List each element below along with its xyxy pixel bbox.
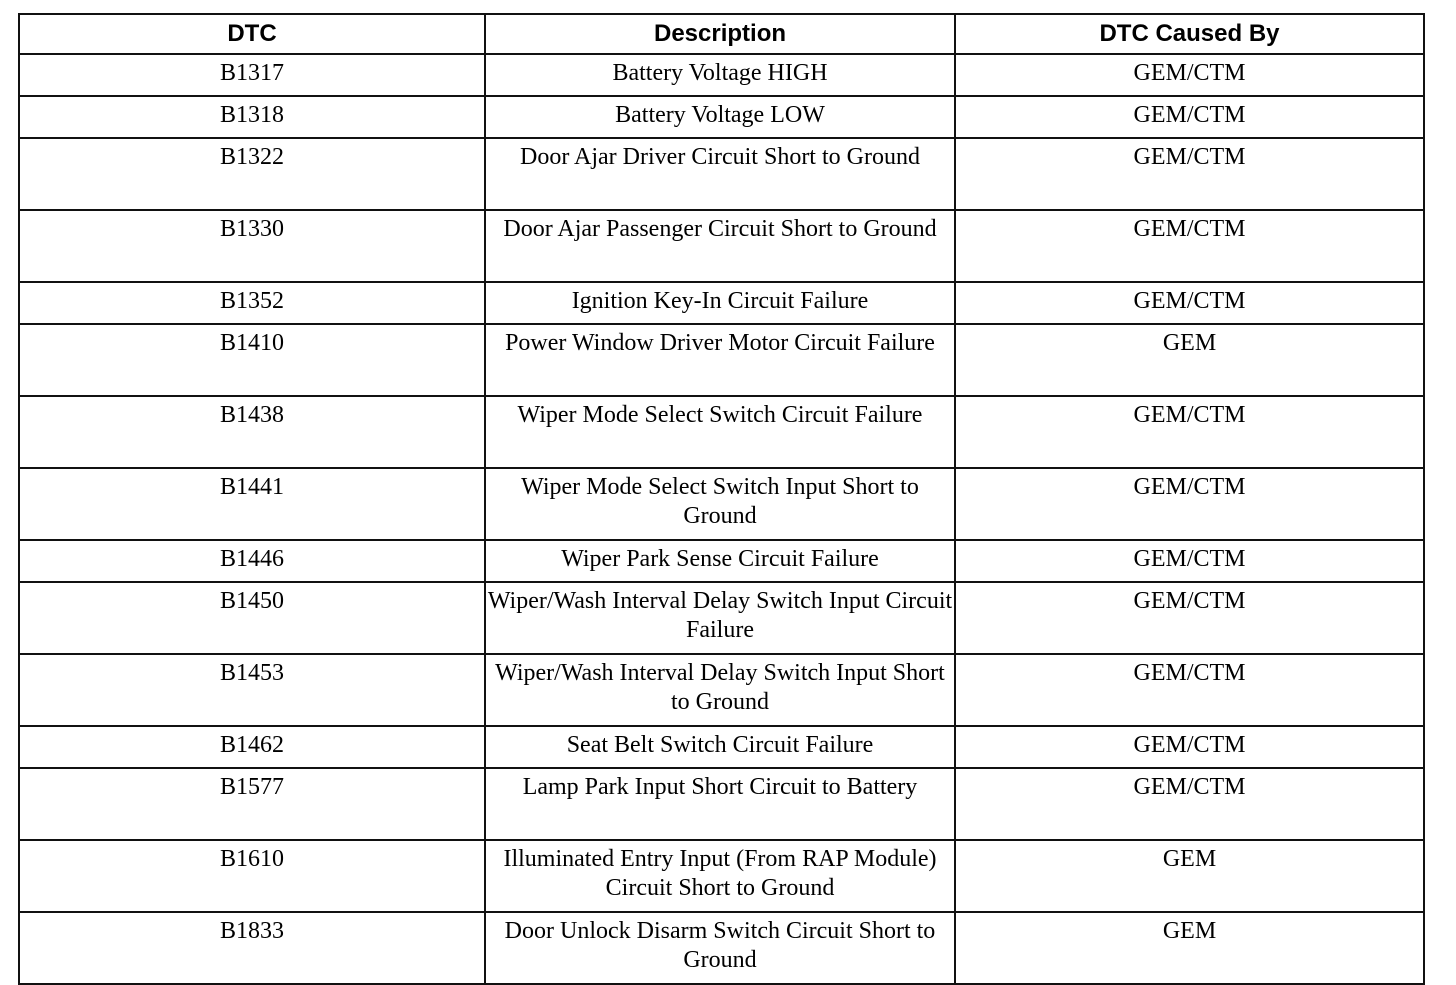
table-row	[19, 96, 1424, 138]
table-row	[19, 396, 1424, 468]
dtc-description: Battery Voltage HIGH	[485, 54, 955, 96]
dtc-caused-by: GEM/CTM	[955, 654, 1424, 726]
dtc-caused-by: GEM/CTM	[955, 138, 1424, 210]
table-row	[19, 210, 1424, 282]
dtc-caused-by: GEM/CTM	[955, 396, 1424, 468]
dtc-code: B1577	[19, 768, 485, 840]
table-row	[19, 468, 1424, 540]
dtc-description: Door Unlock Disarm Switch Circuit Short to Ground	[485, 912, 955, 984]
dtc-code: B1446	[19, 540, 485, 582]
dtc-caused-by: GEM/CTM	[955, 468, 1424, 540]
dtc-description: Wiper Mode Select Switch Input Short to Ground	[485, 468, 955, 540]
table-row	[19, 654, 1424, 726]
dtc-caused-by: GEM/CTM	[955, 282, 1424, 324]
dtc-description: Wiper Mode Select Switch Circuit Failure	[485, 396, 955, 468]
header-dtc: DTC	[19, 14, 485, 54]
dtc-caused-by: GEM/CTM	[955, 96, 1424, 138]
header-description: Description	[485, 14, 955, 54]
dtc-code: B1410	[19, 324, 485, 396]
table-row	[19, 138, 1424, 210]
table-row	[19, 582, 1424, 654]
table-row	[19, 840, 1424, 912]
dtc-description: Seat Belt Switch Circuit Failure	[485, 726, 955, 768]
dtc-code: B1441	[19, 468, 485, 540]
dtc-code: B1352	[19, 282, 485, 324]
dtc-description: Door Ajar Passenger Circuit Short to Ground	[485, 210, 955, 282]
dtc-description: Lamp Park Input Short Circuit to Battery	[485, 768, 955, 840]
dtc-description: Power Window Driver Motor Circuit Failure	[485, 324, 955, 396]
table-row	[19, 726, 1424, 768]
dtc-caused-by: GEM	[955, 840, 1424, 912]
dtc-code: B1453	[19, 654, 485, 726]
dtc-caused-by: GEM/CTM	[955, 210, 1424, 282]
dtc-code: B1438	[19, 396, 485, 468]
dtc-caused-by: GEM/CTM	[955, 726, 1424, 768]
header-caused-by: DTC Caused By	[955, 14, 1424, 54]
dtc-description: Door Ajar Driver Circuit Short to Ground	[485, 138, 955, 210]
dtc-code: B1450	[19, 582, 485, 654]
header-row	[19, 14, 1424, 54]
dtc-caused-by: GEM/CTM	[955, 768, 1424, 840]
dtc-caused-by: GEM/CTM	[955, 582, 1424, 654]
table-row	[19, 768, 1424, 840]
dtc-code: B1318	[19, 96, 485, 138]
dtc-code: B1322	[19, 138, 485, 210]
dtc-description: Wiper Park Sense Circuit Failure	[485, 540, 955, 582]
dtc-description: Ignition Key-In Circuit Failure	[485, 282, 955, 324]
table-row	[19, 912, 1424, 984]
dtc-code: B1610	[19, 840, 485, 912]
dtc-code: B1833	[19, 912, 485, 984]
dtc-caused-by: GEM/CTM	[955, 540, 1424, 582]
dtc-description: Wiper/Wash Interval Delay Switch Input Circuit Failure	[485, 582, 955, 654]
table-row	[19, 324, 1424, 396]
dtc-code: B1462	[19, 726, 485, 768]
table-row	[19, 540, 1424, 582]
dtc-table	[18, 13, 1425, 985]
dtc-description: Illuminated Entry Input (From RAP Module) Circuit Short to Ground	[485, 840, 955, 912]
table-row	[19, 54, 1424, 96]
dtc-caused-by: GEM	[955, 324, 1424, 396]
dtc-caused-by: GEM	[955, 912, 1424, 984]
dtc-caused-by: GEM/CTM	[955, 54, 1424, 96]
dtc-description: Wiper/Wash Interval Delay Switch Input Short to Ground	[485, 654, 955, 726]
dtc-description: Battery Voltage LOW	[485, 96, 955, 138]
table-row	[19, 282, 1424, 324]
dtc-code: B1330	[19, 210, 485, 282]
dtc-code: B1317	[19, 54, 485, 96]
